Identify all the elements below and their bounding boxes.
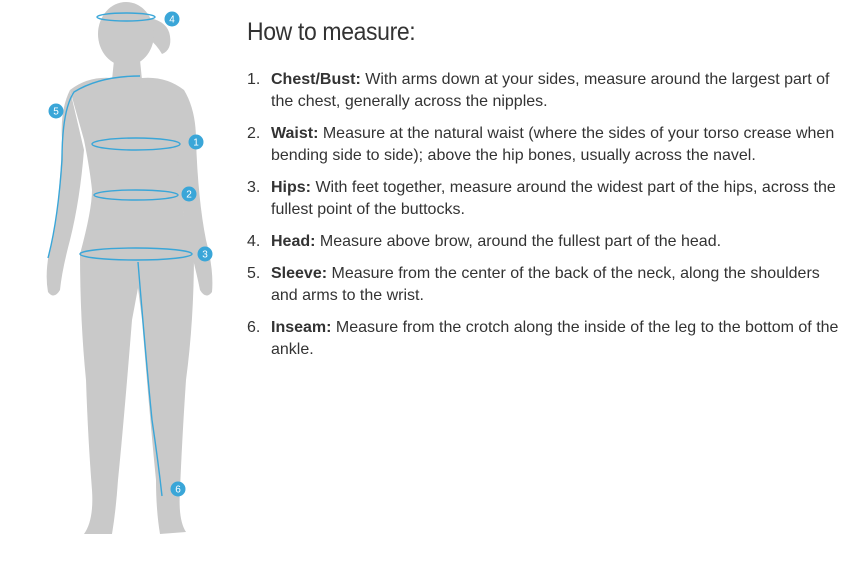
svg-text:2: 2 [186, 189, 192, 201]
steps-list [247, 69, 847, 361]
page-title: How to measure: [247, 18, 416, 46]
step-number: 5. [247, 265, 261, 282]
step-text: With feet together, measure around the widest part of the hips, across the fullest point of the buttocks. [271, 179, 836, 218]
marker-chest [189, 135, 204, 150]
marker-hips [198, 247, 213, 262]
step-body [271, 317, 847, 361]
step-body [271, 69, 847, 113]
step-text: With arms down at your sides, measure around the largest part of the chest, generally across the nipples. [271, 71, 830, 110]
svg-text:3: 3 [202, 249, 208, 261]
step-chest [247, 69, 847, 113]
marker-waist [182, 187, 197, 202]
step-number: 6. [247, 319, 261, 336]
step-inseam [247, 317, 847, 361]
step-text: Measure above brow, around the fullest part of the head. [315, 233, 722, 250]
step-number: 3. [247, 179, 261, 196]
step-term: Sleeve: [271, 265, 328, 282]
step-body [271, 177, 847, 221]
marker-inseam [171, 482, 186, 497]
step-waist [247, 123, 847, 167]
step-number: 4. [247, 233, 261, 250]
step-body [271, 263, 847, 307]
step-text: Measure from the center of the back of the neck, along the shoulders and arms to the wrist. [271, 265, 820, 304]
step-number: 2. [247, 125, 261, 142]
step-body [271, 123, 847, 167]
svg-text:1: 1 [193, 137, 199, 149]
silhouette [47, 2, 213, 534]
silhouette-diagram [0, 0, 240, 562]
step-term: Inseam: [271, 319, 332, 336]
step-head [247, 231, 847, 253]
step-number: 1. [247, 71, 261, 88]
step-term: Head: [271, 233, 316, 250]
step-text: Measure from the crotch along the inside of the leg to the bottom of the ankle. [271, 319, 839, 358]
step-text: Measure at the natural waist (where the sides of your torso crease when bending side to side); above the hip bones, usually across the navel. [271, 125, 835, 164]
body-measurement-figure [0, 0, 240, 562]
step-hips [247, 177, 847, 221]
marker-sleeve [49, 104, 64, 119]
step-term: Waist: [271, 125, 319, 142]
marker-head [165, 12, 180, 27]
svg-text:6: 6 [175, 484, 181, 496]
svg-text:4: 4 [169, 14, 175, 26]
svg-text:5: 5 [53, 106, 59, 118]
measure-instructions [247, 18, 847, 371]
step-term: Chest/Bust: [271, 71, 361, 88]
step-term: Hips: [271, 179, 311, 196]
step-body [271, 231, 847, 253]
step-sleeve [247, 263, 847, 307]
